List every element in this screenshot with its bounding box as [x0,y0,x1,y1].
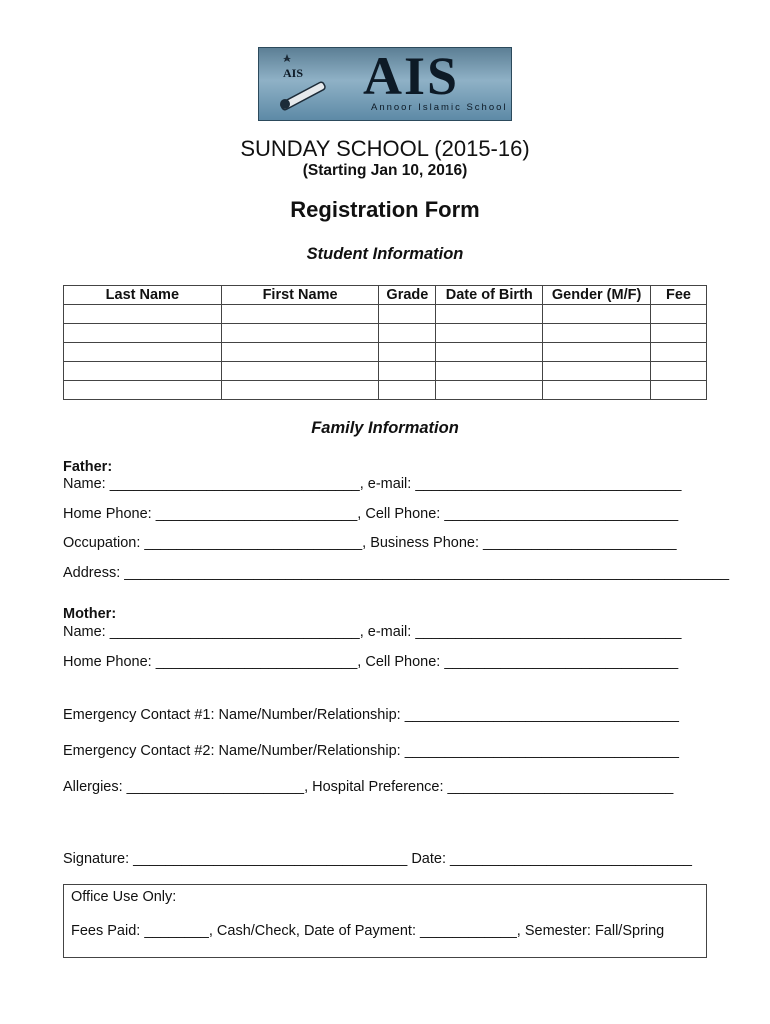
table-cell[interactable] [651,362,707,381]
start-date-subtitle: (Starting Jan 10, 2016) [302,162,468,179]
page-title: SUNDAY SCHOOL (2015-16) [240,136,530,161]
form-title: Registration Form [290,197,480,222]
address-field[interactable]: Address: ___________________________________________________________________________ [63,565,730,581]
col-header-date-of-birth: Date of Birth [436,286,543,305]
table-cell[interactable] [436,362,543,381]
emergency-contact-2-field[interactable]: Emergency Contact #2: Name/Number/Relationship: __________________________________ [63,743,679,759]
table-cell[interactable] [651,324,707,343]
emergency-contact-1-field[interactable]: Emergency Contact #1: Name/Number/Relationship: __________________________________ [63,707,679,723]
father-name-email-field[interactable]: Name: _______________________________, e-mail: _________________________________ [63,476,682,492]
table-cell[interactable] [64,343,222,362]
student-info-table [63,285,707,400]
school-logo [258,47,512,121]
table-cell[interactable] [436,381,543,400]
table-cell[interactable] [64,362,222,381]
table-cell[interactable] [436,324,543,343]
table-cell[interactable] [379,343,436,362]
table-cell[interactable] [651,343,707,362]
table-cell[interactable] [221,324,379,343]
signature-date-field[interactable]: Signature: __________________________________ Date: ______________________________ [63,851,692,867]
office-use-box [63,884,707,958]
logo-wordmark: AIS [363,47,460,106]
col-header-gender: Gender (M/F) [543,286,651,305]
col-header-first-name: First Name [221,286,379,305]
table-cell[interactable] [379,362,436,381]
table-row [64,362,707,381]
table-cell[interactable] [543,343,651,362]
table-cell[interactable] [221,343,379,362]
table-cell[interactable] [64,381,222,400]
table-cell[interactable] [543,305,651,324]
office-use-heading: Office Use Only: [71,889,177,905]
father-label: Father: [63,459,113,475]
table-cell[interactable] [379,324,436,343]
mother-phone-field[interactable]: Home Phone: _________________________, Cell Phone: _____________________________ [63,654,679,670]
table-cell[interactable] [436,343,543,362]
table-cell[interactable] [221,305,379,324]
table-cell[interactable] [543,381,651,400]
table-header-row [64,286,707,305]
logo-subtitle: Annoor Islamic School [371,102,508,113]
col-header-last-name: Last Name [64,286,222,305]
table-row [64,324,707,343]
col-header-fee: Fee [651,286,707,305]
table-row [64,381,707,400]
table-cell[interactable] [221,381,379,400]
table-cell[interactable] [379,305,436,324]
family-info-heading: Family Information [311,419,459,437]
table-row [64,343,707,362]
mother-name-email-field[interactable]: Name: _______________________________, e-mail: _________________________________ [63,624,682,640]
mother-label: Mother: [63,606,117,622]
table-cell[interactable] [221,362,379,381]
table-cell[interactable] [436,305,543,324]
table-cell[interactable] [543,324,651,343]
father-phone-field[interactable]: Home Phone: _________________________, Cell Phone: _____________________________ [63,506,679,522]
student-info-heading: Student Information [306,245,464,263]
table-cell[interactable] [651,305,707,324]
col-header-grade: Grade [379,286,436,305]
office-fees-line: Fees Paid: ________, Cash/Check, Date of Payment: ____________, Semester: Fall/Spring [71,923,665,939]
table-cell[interactable] [64,305,222,324]
table-cell[interactable] [651,381,707,400]
father-occupation-field[interactable]: Occupation: ___________________________, Business Phone: ________________________ [63,535,677,551]
table-cell[interactable] [379,381,436,400]
allergies-hospital-field[interactable]: Allergies: ______________________, Hospital Preference: ____________________________ [63,779,674,795]
logo-mini-text: AIS [283,66,304,80]
table-cell[interactable] [543,362,651,381]
table-cell[interactable] [64,324,222,343]
table-row [64,305,707,324]
